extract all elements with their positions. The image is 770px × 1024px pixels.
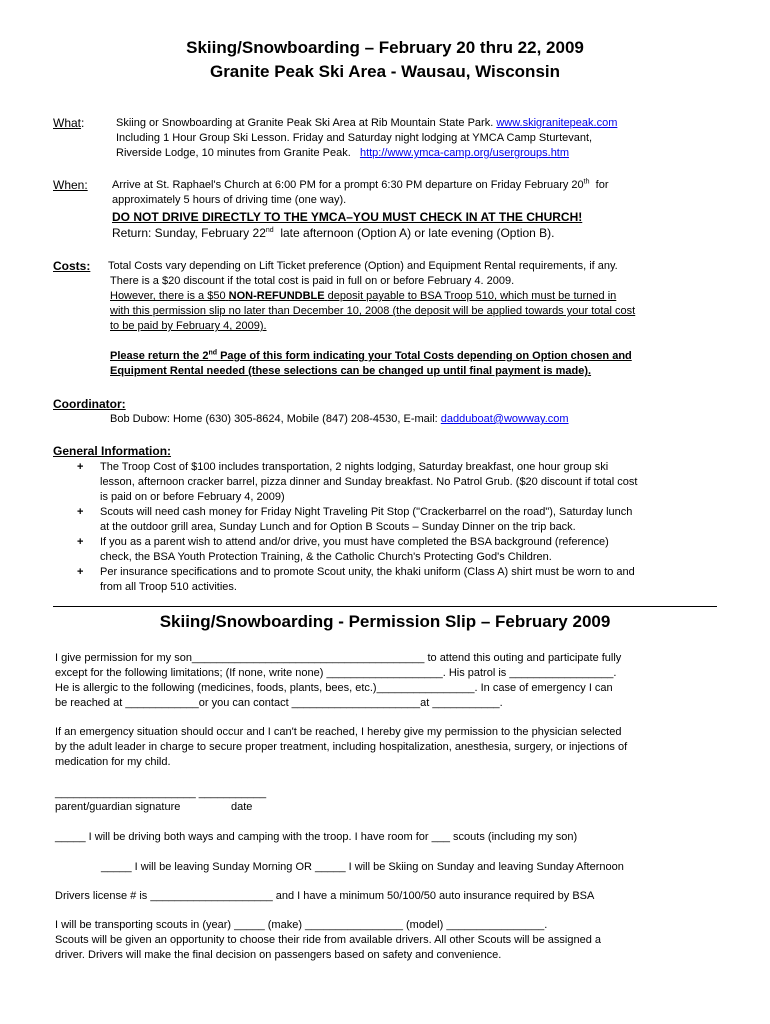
sunday-leaving-line: _____ I will be leaving Sunday Morning OR _____ I will be Skiing on Sunday and leaving Sunday Afternoon xyxy=(101,861,624,873)
slip-emergency-line-2: by the adult leader in charge to secure proper treatment, including hospitalization, anesthesia, surgery, or injections of xyxy=(55,741,628,753)
when-line-1: Arrive at St. Raphael's Church at 6:00 PM for a prompt 6:30 PM departure on Friday February 20th for xyxy=(112,178,609,191)
transport-line-2: Scouts will be given an opportunity to choose their ride from available drivers. All other Scouts will be assigned a xyxy=(55,934,602,946)
driving-camping-line: _____ I will be driving both ways and camping with the troop. I have room for ___ scouts (including my son) xyxy=(55,831,578,843)
general-item-4-line-1: Per insurance specifications and to promote Scout unity, the khaki uniform (Class A) shirt must be worn to and xyxy=(100,566,635,578)
transport-line-3: driver. Drivers will make the final decision on passengers based on safety and convenience. xyxy=(55,949,502,961)
costs-line-5: to be paid by February 4, 2009). xyxy=(110,320,267,332)
general-item-3-line-1: If you as a parent wish to attend and/or drive, you must have completed the BSA background (reference) xyxy=(100,536,609,548)
signature-label: parent/guardian signature xyxy=(55,801,181,813)
general-item-4-line-2: from all Troop 510 activities. xyxy=(100,581,237,593)
what-line-1: Skiing or Snowboarding at Granite Peak Ski Area at Rib Mountain State Park. www.skigranitepeak.com xyxy=(116,117,618,129)
slip-permission-line-1: I give permission for my son______________________________________ to attend this outing and participate fully xyxy=(55,652,622,664)
bullet-icon: + xyxy=(77,461,84,473)
skigranitepeak-link[interactable]: www.skigranitepeak.com xyxy=(496,117,618,129)
general-item-2-line-1: Scouts will need cash money for Friday Night Traveling Pit Stop ("Crackerbarrel on the road"), Saturday lunch xyxy=(100,506,633,518)
bullet-icon: + xyxy=(77,536,84,548)
when-label: When: xyxy=(53,178,88,192)
return-page-2-instruction-2: Equipment Rental needed (these selections can be changed up until final payment is made). xyxy=(110,365,592,377)
costs-line-3: However, there is a $50 NON-REFUNDBLE deposit payable to BSA Troop 510, which must be turned in xyxy=(110,290,617,302)
costs-line-4: with this permission slip no later than December 10, 2008 (the deposit will be applied towards your total cost xyxy=(110,305,636,317)
coordinator-contact: Bob Dubow: Home (630) 305-8624, Mobile (847) 208-4530, E-mail: dadduboat@wowway.com xyxy=(110,413,569,425)
return-line: Return: Sunday, February 22nd late afternoon (Option A) or late evening (Option B). xyxy=(112,226,555,240)
return-page-2-instruction: Please return the 2nd Page of this form indicating your Total Costs depending on Option chosen and xyxy=(110,349,632,362)
transport-line-1: I will be transporting scouts in (year) _____ (make) ________________ (model) ________________. xyxy=(55,919,548,931)
slip-permission-line-2: except for the following limitations; (If none, write none) ___________________. His patrol is _________________. xyxy=(55,667,617,679)
drivers-license-line: Drivers license # is ____________________ and I have a minimum 50/100/50 auto insurance required by BSA xyxy=(55,890,595,902)
church-checkin-warning: DO NOT DRIVE DIRECTLY TO THE YMCA–YOU MUST CHECK IN AT THE CHURCH! xyxy=(112,210,583,224)
slip-emergency-line-3: medication for my child. xyxy=(55,756,171,768)
general-item-1-line-2: lesson, afternoon cracker barrel, pizza dinner and Sunday breakfast. No Patrol Grub. ($20 discount if total cost xyxy=(100,476,638,488)
slip-emergency-line-1: If an emergency situation should occur and I can't be reached, I hereby give my permission to the physician selected xyxy=(55,726,622,738)
section-divider xyxy=(53,606,717,607)
costs-line-2: There is a $20 discount if the total cost is paid in full on or before February 4. 2009. xyxy=(110,275,515,287)
bullet-icon: + xyxy=(77,506,84,518)
slip-permission-line-3: He is allergic to the following (medicines, foods, plants, bees, etc.)________________. In case of emergency I can xyxy=(55,682,613,694)
general-item-1-line-3: is paid on or before February 4, 2009) xyxy=(100,491,285,503)
general-info-label: General Information: xyxy=(53,444,172,458)
costs-label: Costs: xyxy=(53,259,91,273)
general-item-3-line-2: check, the BSA Youth Protection Training, & the Catholic Church's Protecting God's Children. xyxy=(100,551,552,563)
bullet-icon: + xyxy=(77,566,84,578)
general-item-2-line-2: at the outdoor grill area, Sunday Lunch and for Option B Scouts – Sunday Dinner on the trip back. xyxy=(100,521,576,533)
slip-permission-line-4: be reached at ____________or you can contact _____________________at ___________. xyxy=(55,697,503,709)
when-line-2: approximately 5 hours of driving time (one way). xyxy=(112,194,347,206)
date-label: date xyxy=(231,801,253,813)
what-line-2: Including 1 Hour Group Ski Lesson. Friday and Saturday night lodging at YMCA Camp Sturtevant, xyxy=(116,132,593,144)
costs-line-1: Total Costs vary depending on Lift Ticket preference (Option) and Equipment Rental requirements, if any. xyxy=(108,260,618,272)
ymca-camp-link[interactable]: http://www.ymca-camp.org/usergroups.htm xyxy=(359,147,570,159)
what-line-3: Riverside Lodge, 10 minutes from Granite Peak. http://www.ymca-camp.org/usergroups.htm xyxy=(116,147,570,159)
coordinator-email-link[interactable]: dadduboat@wowway.com xyxy=(440,413,569,425)
page-subtitle: Granite Peak Ski Area - Wausau, Wisconsin xyxy=(209,62,561,81)
permission-slip-title: Skiing/Snowboarding - Permission Slip – February 2009 xyxy=(159,612,611,631)
coordinator-label: Coordinator: xyxy=(53,397,126,411)
general-item-1-line-1: The Troop Cost of $100 includes transportation, 2 nights lodging, Saturday breakfast, one hour group ski xyxy=(100,461,609,473)
what-label: What: xyxy=(53,116,85,130)
signature-date-lines[interactable]: _______________________ ___________ xyxy=(55,787,267,799)
page-title: Skiing/Snowboarding – February 20 thru 22, 2009 xyxy=(186,38,584,57)
